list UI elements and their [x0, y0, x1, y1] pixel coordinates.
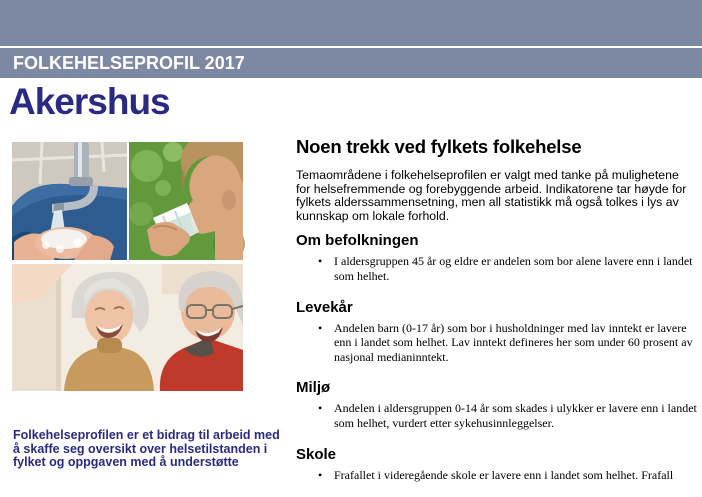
- document-title-bar: [0, 48, 702, 78]
- bullet-item: • I aldersgruppen 45 år og eldre er andelen som bor alene lavere enn i landet som helhet.: [334, 254, 698, 283]
- section-miljo: [296, 379, 698, 430]
- left-footer-line: Folkehelseprofilen er et bidrag til arbeid med: [13, 428, 280, 442]
- elderly-couple-photo: [12, 264, 243, 391]
- main-heading: Noen trekk ved fylkets folkehelse: [296, 136, 582, 157]
- handwashing-illustration: [12, 142, 127, 260]
- elderly-couple-illustration: [12, 264, 243, 391]
- boy-drinking-illustration: [129, 142, 243, 260]
- handwashing-photo: [12, 142, 127, 260]
- bullet-list: [296, 401, 698, 430]
- section-title: Levekår: [296, 298, 353, 316]
- bullet-list: [296, 468, 698, 483]
- bullet-item: • Andelen i aldersgruppen 0-14 år som skades i ulykker er lavere enn i landet som helhet, vurdert etter sykehusinnleggelser.: [334, 401, 698, 430]
- left-footer-line: fylket og oppgaven med å understøtte: [13, 455, 239, 469]
- bullet-list: [296, 321, 698, 365]
- section-om-befolkningen: [296, 232, 698, 283]
- bullet-list: [296, 254, 698, 283]
- section-title: Om befolkningen: [296, 232, 419, 250]
- document-title: FOLKEHELSEPROFIL 2017: [13, 52, 245, 73]
- bullet-item: • Andelen barn (0-17 år) som bor i husholdninger med lav inntekt er lavere enn i landet som helhet. Lav inntekt defineres her som under 60 prosent av nasjonal medianinntekt.: [334, 321, 698, 365]
- top-banner: [0, 0, 702, 46]
- section-title: Miljø: [296, 379, 331, 397]
- section-title: Skole: [296, 445, 337, 463]
- section-levekar: [296, 299, 698, 365]
- intro-paragraph: Temaområdene i folkehelseprofilen er valgt med tanke på mulighetene for helsefremmende og forebyggende arbeid. Indikatorene tar høyde for fylkets alderssammensetning, men all statistikk må også tolkes i lys av kunnskap om lokale forhold.: [296, 168, 687, 223]
- boy-drinking-photo: [129, 142, 243, 260]
- main-content: [296, 136, 698, 497]
- region-title: Akershus: [9, 81, 170, 122]
- left-footer-line: å skaffe seg oversikt over helsetilstanden i: [13, 441, 268, 456]
- left-footer-text: [13, 429, 291, 470]
- bullet-item: • Frafallet i videregående skole er lavere enn i landet som helhet. Frafall: [334, 468, 698, 483]
- section-skole: [296, 446, 698, 483]
